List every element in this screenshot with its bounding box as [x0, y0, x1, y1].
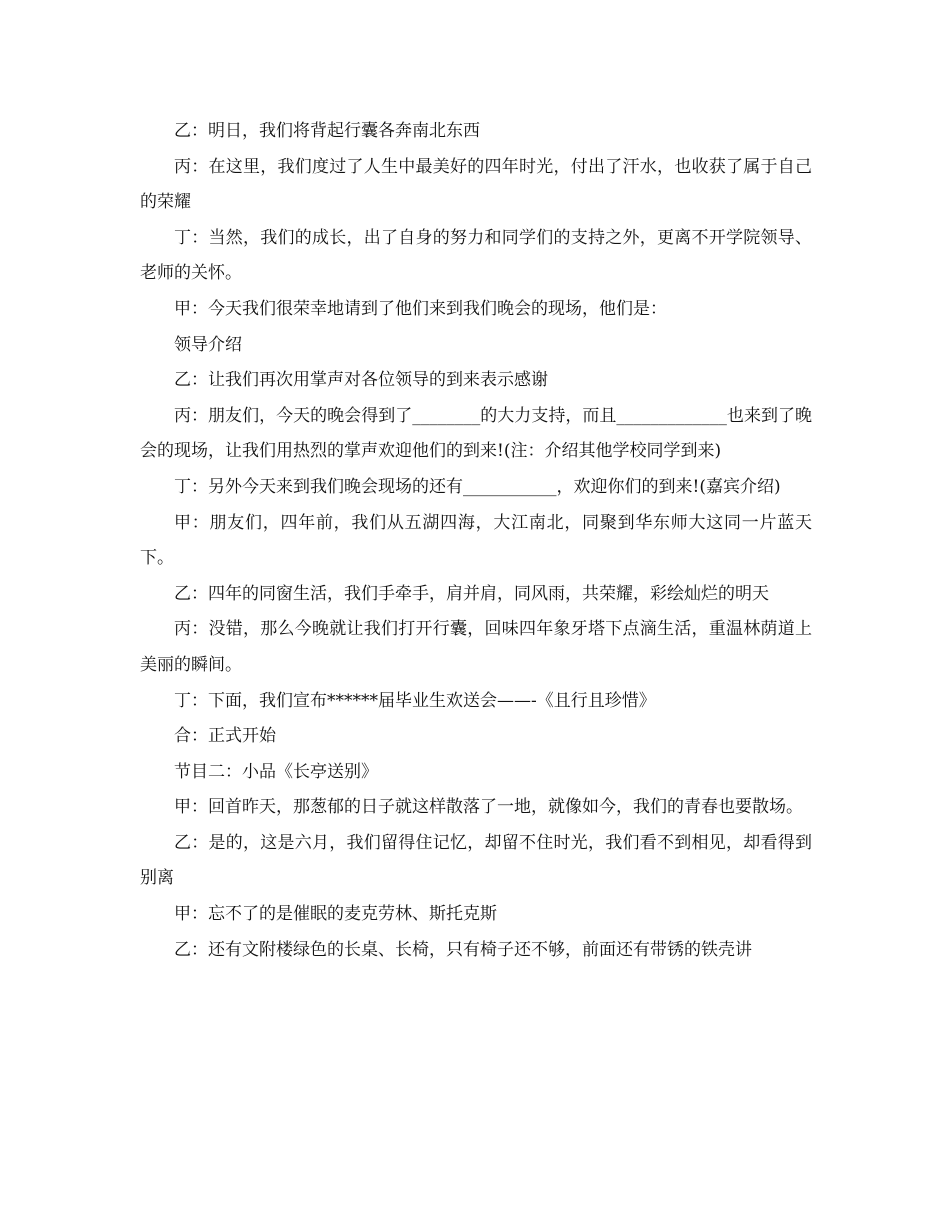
paragraph: 丁：另外今天来到我们晚会现场的还有___________，欢迎你们的到来!(嘉宾介绍): [174, 476, 781, 497]
paragraph: 甲：朋友们，四年前，我们从五湖四海，大江南北，同聚到华东师大这同一片蓝天下。: [140, 512, 812, 569]
document-body: [140, 114, 812, 968]
paragraph: 节目二：小品《长亭送别》: [174, 761, 378, 782]
paragraph: 丙：朋友们，今天的晚会得到了________的大力支持，而且_____________也来到了晚会的现场，让我们用热烈的掌声欢迎他们的到来!(注：介绍其他学校同学到来): [140, 405, 812, 462]
paragraph: 乙：是的，这是六月，我们留得住记忆，却留不住时光，我们看不到相见，却看得到别离: [140, 832, 812, 889]
paragraph: 甲：忘不了的是催眠的麦克劳林、斯托克斯: [174, 904, 497, 925]
paragraph: 丁：下面，我们宣布******届毕业生欢送会——-《且行且珍惜》: [174, 690, 656, 711]
paragraph: 乙：让我们再次用掌声对各位领导的到来表示感谢: [174, 370, 548, 391]
paragraph: 乙：四年的同窗生活，我们手牵手，肩并肩，同风雨，共荣耀，彩绘灿烂的明天: [174, 583, 769, 604]
paragraph: 乙：还有文附楼绿色的长桌、长椅，只有椅子还不够，前面还有带锈的铁壳讲: [174, 939, 752, 960]
paragraph: 乙：明日，我们将背起行囊各奔南北东西: [174, 121, 480, 141]
paragraph: 合：正式开始: [174, 726, 276, 747]
paragraph: 丁：当然，我们的成长，出了自身的努力和同学们的支持之外，更离不开学院领导、老师的关怀。: [140, 227, 812, 284]
paragraph: 丙：在这里，我们度过了人生中最美好的四年时光，付出了汗水，也收获了属于自己的荣耀: [140, 156, 812, 213]
paragraph: 领导介绍: [174, 334, 242, 355]
paragraph: 甲：回首昨天，那葱郁的日子就这样散落了一地，就像如今，我们的青春也要散场。: [174, 797, 803, 818]
paragraph: 甲：今天我们很荣幸地请到了他们来到我们晚会的现场，他们是：: [174, 298, 667, 319]
paragraph: 丙：没错，那么今晚就让我们打开行囊，回味四年象牙塔下点滴生活，重温林荫道上美丽的瞬间。: [140, 619, 812, 675]
